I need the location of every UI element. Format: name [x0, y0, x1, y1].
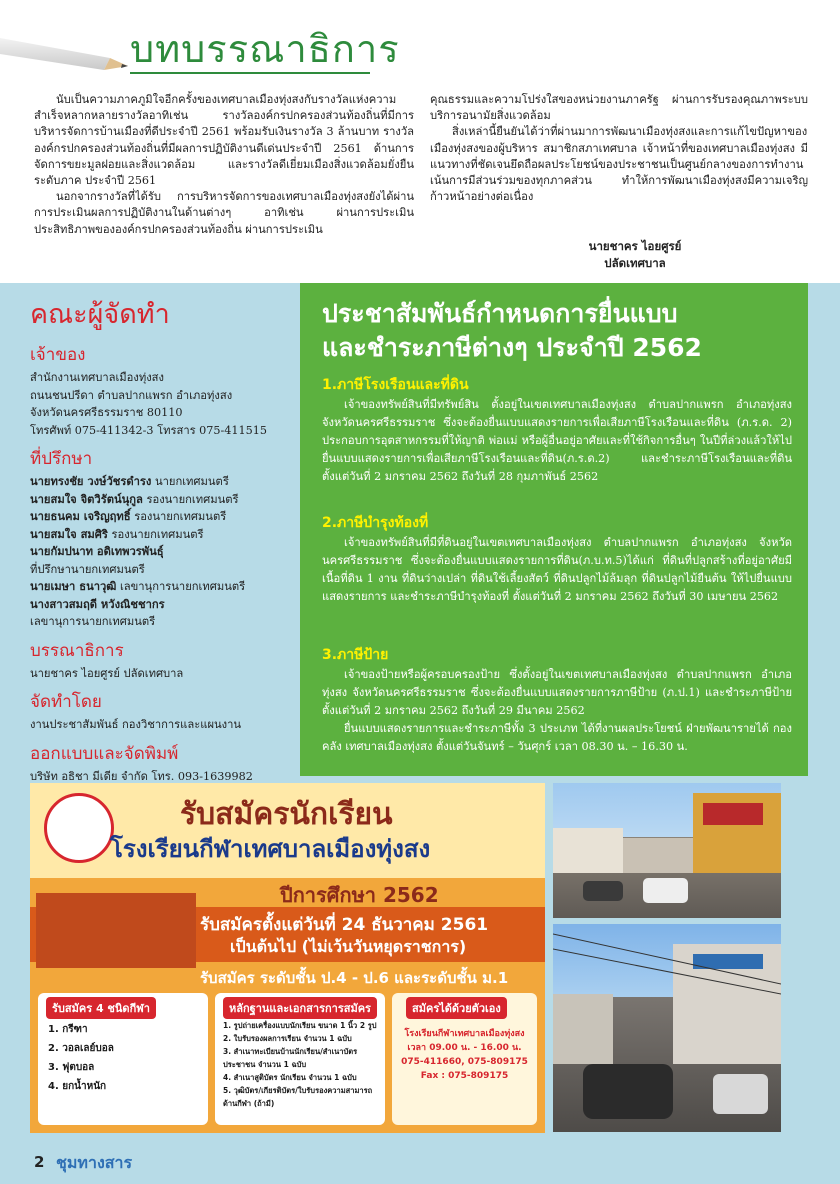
document-item: 1. รูปถ่ายเครื่องแบบนักเรียน ขนาด 1 นิ้ว 2 รูป: [223, 1021, 377, 1030]
tax-section-heading: 2.ภาษีบำรุงท้องที่: [322, 515, 429, 531]
document-item: 3. สำเนาทะเบียนบ้านนักเรียน/สำเนาบัตรประชาชน จำนวน 1 ฉบับ: [223, 1047, 358, 1069]
advisor-item: [30, 526, 300, 544]
advisor-role: เลขานุการนายกเทศมนตรี: [30, 615, 156, 628]
advisor-item: [30, 508, 300, 526]
page-number: 2: [34, 1153, 45, 1171]
poster-school: โรงเรียนกีฬาเทศบาลเมืองทุ่งสง: [110, 835, 431, 863]
sports-heading: รับสมัคร 4 ชนิดกีฬา: [46, 997, 156, 1019]
owner-heading: เจ้าของ: [30, 345, 86, 365]
advisor-item: [30, 473, 300, 491]
tax-section: [322, 512, 792, 606]
street-photo: [553, 783, 781, 918]
sport-item: 1. กรีฑา: [48, 1024, 88, 1035]
street-photo: [553, 924, 781, 1132]
contact-fax: Fax : 075-809175: [420, 1071, 509, 1081]
tax-notice-title: [322, 297, 802, 365]
street-photo-graphic: [553, 924, 781, 1132]
poster-level: รับสมัคร ระดับชั้น ป.4 - ป.6 และระดับชั้น ม.1: [200, 969, 509, 987]
poster-headline: รับสมัครนักเรียน: [180, 797, 393, 832]
editorial-header: [0, 0, 840, 90]
students-photo: [36, 893, 196, 968]
advisor-role: นายกเทศมนตรี: [154, 475, 229, 488]
contact-box: [392, 993, 537, 1125]
printer-line: บริษัท อธิชา มีเดีย จำกัด โทร. 093-1639982: [30, 769, 253, 783]
poster-year: ปีการศึกษา 2562: [280, 883, 439, 907]
editorial-signature: [560, 238, 710, 272]
contact-time: เวลา 09.00 น. - 16.00 น.: [407, 1043, 522, 1053]
advisor-name: นายเมษา ธนาวุฒิ: [30, 579, 117, 593]
owner-line: โทรศัพท์ 075-411342-3 โทรสาร 075-411515: [30, 423, 268, 437]
sport-item: 3. ฟุตบอล: [48, 1062, 95, 1073]
staff-heading: คณะผู้จัดทำ: [30, 299, 170, 330]
printer-heading: ออกแบบและจัดพิมพ์: [30, 743, 179, 764]
editor-line: นายชาคร ไอยศูรย์ ปลัดเทศบาล: [30, 666, 184, 680]
sports-box: [38, 993, 208, 1125]
sport-item: 2. วอลเลย์บอล: [48, 1043, 114, 1054]
documents-box: [215, 993, 385, 1125]
advisor-name: นายกัมปนาท อดิเทพวรพันธุ์: [30, 544, 164, 558]
title-underline: [130, 72, 370, 74]
contact-phone: 075-411660, 075-809175: [401, 1057, 528, 1067]
magazine-name: ชุมทางสาร: [56, 1153, 133, 1172]
advisor-role: รองนายกเทศมนตรี: [146, 492, 239, 506]
editorial-paragraph: คุณธรรมและความโปร่งใสของหน่วยงานภาครัฐ ผ่านการรับรองคุณภาพระบบบริการอนามัยสิ่งแวดล้อม: [430, 93, 808, 123]
editorial-left-column: [34, 92, 414, 238]
contact-place: โรงเรียนกีฬาเทศบาลเมืองทุ่งสง: [404, 1029, 525, 1039]
tax-section-text: เจ้าของทรัพย์สินที่มีที่ดินอยู่ในเขตเทศบาลเมืองทุ่งสง ตำบลปากแพรก อำเภอทุ่งสง จังหวัดนครศรีธรรมราช ซึ่งจะต้องยื่นแบบแสดงรายการที่ดิน(ภ.บ.ท.5)ได้แก่ ที่ดินที่ปลูกสร้างที่อยู่อาศัยมีเนื้อที่ดิน 1 งาน ที่ดินว่างเปล่า ที่ดินใช้เลี้ยงสัตว์ ที่ดินปลูกไม้ล้มลุก ที่ดินปลูกไม้ยืนต้น ให้ไปยื่นแบบแสดงรายการ และชำระภาษีบำรุงท้องที่ ตั้งแต่วันที่ 2 มกราคม 2562 ถึงวันที่ 30 เมษายน 2562: [322, 536, 792, 603]
editorial-paragraph: นับเป็นความภาคภูมิใจอีกครั้งของเทศบาลเมืองทุ่งสงกับรางวัลแห่งความสำเร็จหลากหลายรางวัลอาทิเช่น รางวัลองค์กรปกครองส่วนท้องถิ่นที่มีการบริหารจัดการบ้านเมืองที่ดีประจำปี 2561 พร้อมรับเงินรางวัล 3 ล้านบาท รางวัลองค์กรปกครองส่วนท้องถิ่นที่มีผลการปฏิบัติงานดีเด่นประจำปี 2561 ด้านการจัดการขยะมูลฝอยและสิ่งแวดล้อม และรางวัลดีเยี่ยมเมืองสิ่งแวดล้อมยั่งยืน ระดับภาค ประจำปี 2561: [34, 93, 414, 188]
editorial-right-column: [430, 92, 808, 205]
advisor-item: [30, 596, 300, 614]
tax-section-note: ยื่นแบบแสดงรายการและชำระภาษีทั้ง 3 ประเภท ได้ที่งานผลประโยชน์ ฝ่ายพัฒนารายได้ กองคลัง เทศบาลเมืองทุ่งสง ตั้งแต่วันจันทร์ – วันศุกร์ เวลา 08.30 น. – 16.30 น.: [322, 722, 792, 753]
advisor-role: รองนายกเทศมนตรี: [134, 510, 227, 523]
documents-heading: หลักฐานและเอกสารการสมัคร: [223, 997, 377, 1019]
advisor-role: เลขานุการนายกเทศมนตรี: [119, 580, 246, 593]
advisor-item: [30, 543, 300, 561]
school-poster: [30, 783, 545, 1133]
advisor-name: นายสมใจ จิตวิรัตน์นุกูล: [30, 491, 143, 506]
poster-date: รับสมัครตั้งแต่วันที่ 24 ธันวาคม 2561: [200, 915, 489, 935]
owner-line: ถนนชนปรีดา ตำบลปากแพรก อำเภอทุ่งสง: [30, 388, 233, 402]
signer-name: นายชาคร ไอยศูรย์: [588, 239, 682, 253]
tax-section-text: เจ้าของป้ายหรือผู้ครอบครองป้าย ซึ่งตั้งอยู่ในเขตเทศบาลเมืองทุ่งสง ตำบลปากแพรก อำเภอทุ่งสง จังหวัดนครศรีธรรมราช ซึ่งจะต้องยื่นแบบแสดงรายการภาษีป้าย (ภ.ป.1) และชำระภาษีป้าย ตั้งแต่วันที่ 2 มกราคม 2562 ถึงวันที่ 29 มีนาคม 2562: [322, 668, 792, 717]
tax-section: [322, 374, 792, 486]
owner-line: สำนักงานเทศบาลเมืองทุ่งสง: [30, 371, 164, 384]
pencil-icon: [0, 20, 130, 80]
advisor-heading: ที่ปรึกษา: [30, 449, 93, 469]
advisor-role: ที่ปรึกษานายกเทศมนตรี: [30, 562, 145, 576]
producer-heading: จัดทำโดย: [30, 692, 102, 712]
advisor-item: [30, 578, 300, 596]
tax-section: [322, 644, 792, 756]
contact-heading: สมัครได้ด้วยตัวเอง: [406, 997, 507, 1019]
producer-line: งานประชาสัมพันธ์ กองวิชาการและแผนงาน: [30, 718, 242, 731]
school-logo-icon: [44, 793, 114, 863]
advisor-name: นายสมใจ สมศิริ: [30, 526, 108, 541]
advisor-item: [30, 491, 300, 509]
tax-section-heading: 1.ภาษีโรงเรือนและที่ดิน: [322, 377, 469, 393]
staff-credits: [30, 292, 300, 785]
editorial-paragraph: สิ่งเหล่านี้ยืนยันได้ว่าที่ผ่านมาการพัฒนาเมืองทุ่งสงและการแก้ไขปัญหาของเมืองทุ่งสงของผู้บริหาร สมาชิกสภาเทศบาล เจ้าหน้าที่ของเทศบาลเมืองทุ่งสง มีแนวทางที่ชัดเจนยึดถือผลประโยชน์ของประชาชนเป็นศูนย์กลางของการทำงาน เน้นการมีส่วนร่วมของทุกภาคส่วน ทำให้การพัฒนาเมืองทุ่งสงมีความเจริญก้าวหน้าอย่างต่อเนื่อง: [430, 125, 808, 204]
street-photo-graphic: [553, 783, 781, 918]
editorial-paragraph: นอกจากรางวัลที่ได้รับ การบริหารจัดการของเทศบาลเมืองทุ่งสงยังได้ผ่านการประเมินผลการปฏิบัติงานในด้านต่างๆ อาทิเช่น ผ่านการประเมินประสิทธิภาพขององค์กรปกครองส่วนท้องถิ่น ผ่านการประเมิน: [34, 190, 414, 236]
advisor-name: นายธนคม เจริญฤทธิ์: [30, 509, 131, 523]
sport-item: 4. ยกน้ำหนัก: [48, 1081, 107, 1092]
editorial-title: บทบรรณาธิการ: [130, 27, 400, 71]
advisor-name: นางสาวสมฤดี หวังณิชชากร: [30, 596, 165, 611]
document-item: 5. วุฒิบัตร/เกียรติบัตร/ใบรับรองความสามารถด้านกีฬา (ถ้ามี): [223, 1086, 373, 1108]
advisor-name: นายทรงชัย วงษ์วัชรดำรง: [30, 474, 152, 488]
owner-line: จังหวัดนครศรีธรรมราช 80110: [30, 406, 183, 419]
tax-title-line: และชำระภาษีต่างๆ ประจำปี 2562: [322, 333, 702, 362]
tax-section-text: เจ้าของทรัพย์สินที่มีทรัพย์สิน ตั้งอยู่ในเขตเทศบาลเมืองทุ่งสง ตำบลปากแพรก อำเภอทุ่งสง จังหวัดนครศรีธรรมราช ซึ่งจะต้องยื่นแบบแสดงรายการเพื่อเสียภาษีโรงเรือนและที่ดิน (ภ.ร.ด. 2) ประกอบการอุตสาหกรรมที่ให้ญาติ พ่อแม่ หรือผู้อื่นอยู่อาศัยและที่ใช้กิจการอื่นๆ ในปีที่ล่วงแล้วให้ไปยื่นแบบแสดงรายการเพื่อเสียภาษีโรงเรือนและที่ดิน(ภ.ร.ด.2) และชำระภาษีโรงเรือนและที่ดิน ตั้งแต่วันที่ 2 มกราคม 2562 ถึงวันที่ 28 กุมภาพันธ์ 2562: [322, 398, 792, 483]
tax-section-heading: 3.ภาษีป้าย: [322, 647, 389, 663]
advisor-role: รองนายกเทศมนตรี: [111, 527, 204, 541]
poster-date-note: เป็นต้นไป (ไม่เว้นวันหยุดราชการ): [230, 937, 467, 956]
signer-title: ปลัดเทศบาล: [604, 256, 666, 270]
tax-title-line: ประชาสัมพันธ์กำหนดการยื่นแบบ: [322, 299, 678, 328]
document-item: 2. ใบรับรองผลการเรียน จำนวน 1 ฉบับ: [223, 1034, 352, 1043]
document-item: 4. สำเนาสูติบัตร นักเรียน จำนวน 1 ฉบับ: [223, 1073, 357, 1082]
editor-heading: บรรณาธิการ: [30, 640, 124, 661]
